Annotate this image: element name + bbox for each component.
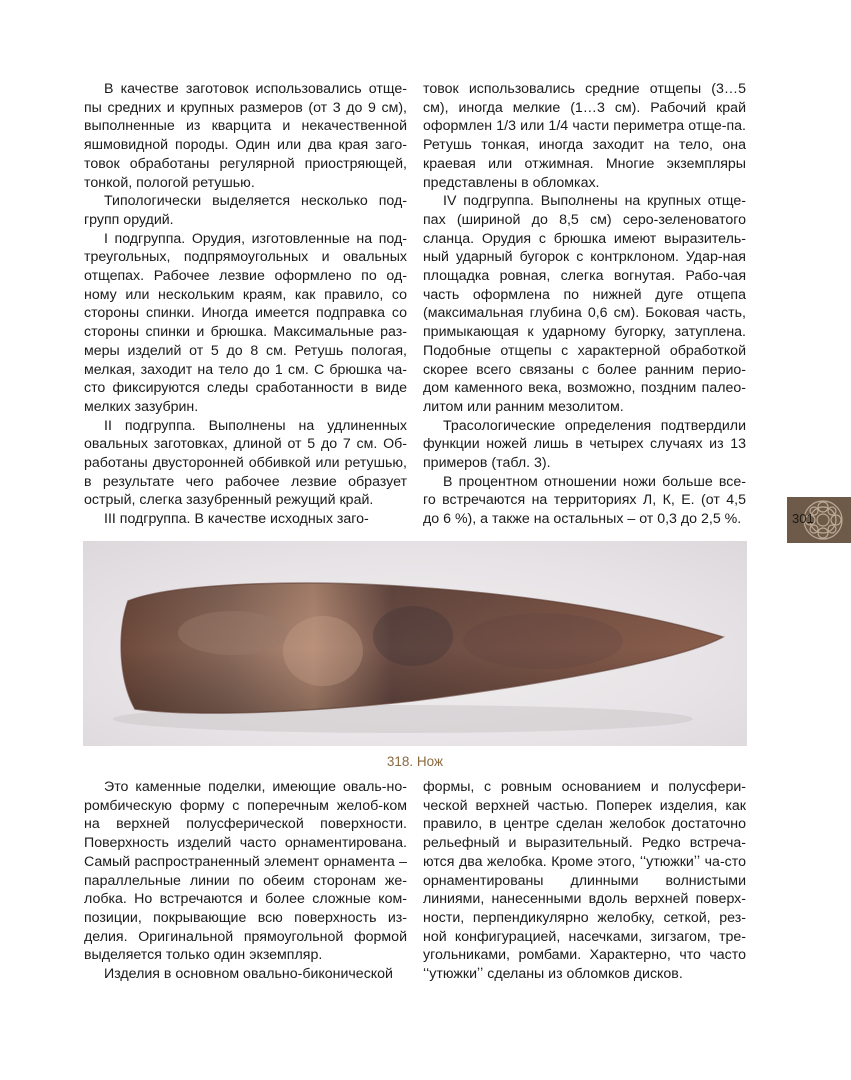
figure-caption: 318. Нож (386, 754, 444, 769)
paragraph: формы, с ровным основанием и полусфери-ческой верхней частью. Поперек изделия, как правило, в центре сделан желобок достаточно рельефный и выразительный. Редко встреча-ются два желобка. Кроме этого, ʻʻутюжкиʼʼ ча-сто орнаментированы длинными волнистыми линиями, нанесенными вдоль верхней поверх-ности, перпендикулярно желобку, сеткой, рез-ной конфигурацией, насечками, зигзагом, тре-угольниками, ромбами. Характерно, что часто ʻʻутюжкиʼʼ сделаны из обломков дисков. (423, 779, 746, 983)
paragraph: II подгруппа. Выполнены на удлиненных овальных заготовках, длиной от 5 до 7 см. Об-работаны двусторонней оббивкой или ретушью, в результате чего рабочее лезвие образует острый, слегка зазубренный режущий край. (84, 417, 407, 509)
text-column-top-left (84, 80, 407, 529)
page-number: 301 (792, 511, 814, 526)
knife-photo (83, 541, 747, 746)
text-column-bottom-right (423, 778, 746, 984)
paragraph: В качестве заготовок использовались отще-пы средних и крупных размеров (от 3 до 9 см), выполненные из кварцита и некачественной яшмовидной породы. Один или два края заго-товок обработаны регулярной приостряющей, тонкой, пологой ретушью. (84, 81, 407, 191)
paragraph: IV подгруппа. Выполнены на крупных отще-пах (шириной до 8,5 см) серо-зеленоватого сланца. Орудия с брюшка имеют выразитель-ный ударный бугорок с контрклоном. Удар-ная площадка ровная, слегка вогнутая. Рабо-чая часть оформлена по нижней дуге отщепа (максимальная глубина 0,6 см). Боковая часть, примыкающая к ударному бугорку, затуплена. Подобные отщепы с характерной обработкой скорее всего связаны с более ранним перио-дом каменного века, возможно, поздним палео-литом или ранним мезолитом. (423, 193, 746, 415)
text-column-bottom-left (84, 778, 407, 984)
paragraph: В процентном отношении ножи больше все-го встречаются на территориях Л, К, Е. (от 4,5 до 6 %), а также на остальных – от 0,3 до 2,5 %. (423, 473, 746, 528)
paragraph: товок использовались средние отщепы (3…5 см), иногда мелкие (1…3 см). Рабочий край оформлен 1/3 или 1/4 части периметра отще-па. Ретушь тонкая, иногда заходит на тело, она краевая или отжимная. Многие экземпляры представлены в обломках. (423, 81, 746, 191)
stone-knife-image (83, 541, 747, 746)
paragraph: I подгруппа. Орудия, изготовленные на под-треугольных, подпрямоугольных и овальных отщепах. Рабочее лезвие оформлено по од-ному или нескольким краям, как правило, со стороны спинки. Иногда имеется подправка со стороны спинки и брюшка. Максимальные раз-меры изделий от 5 до 8 см. Ретушь пологая, мелкая, заходит на тело до 1 см. С брюшка ча-сто фиксируются следы сработанности в виде мелких зазубрин. (84, 230, 407, 415)
paragraph: III подгруппа. В качестве исходных заго- (104, 511, 369, 528)
paragraph: Типологически выделяется несколько под-групп орудий. (84, 193, 407, 228)
text-column-top-right (423, 80, 746, 529)
paragraph: Изделия в основном овально-биконической (104, 966, 393, 983)
paragraph: Трасологические определения подтвердили функции ножей лишь в четырех случаях из 13 примеров (табл. 3). (423, 417, 746, 472)
paragraph: Это каменные поделки, имеющие оваль-но-ромбическую форму с поперечным желоб-ком на верхней полусферической поверхности. Поверхность изделий часто орнаментирована. Самый распространенный элемент орнамента – параллельные линии по обеим сторонам же-лобка. Но встречаются и более сложные ком-позиции, покрывающие всю поверхность из-делия. Оригинальной прямоугольной формой выделяется только один экземпляр. (84, 779, 407, 964)
